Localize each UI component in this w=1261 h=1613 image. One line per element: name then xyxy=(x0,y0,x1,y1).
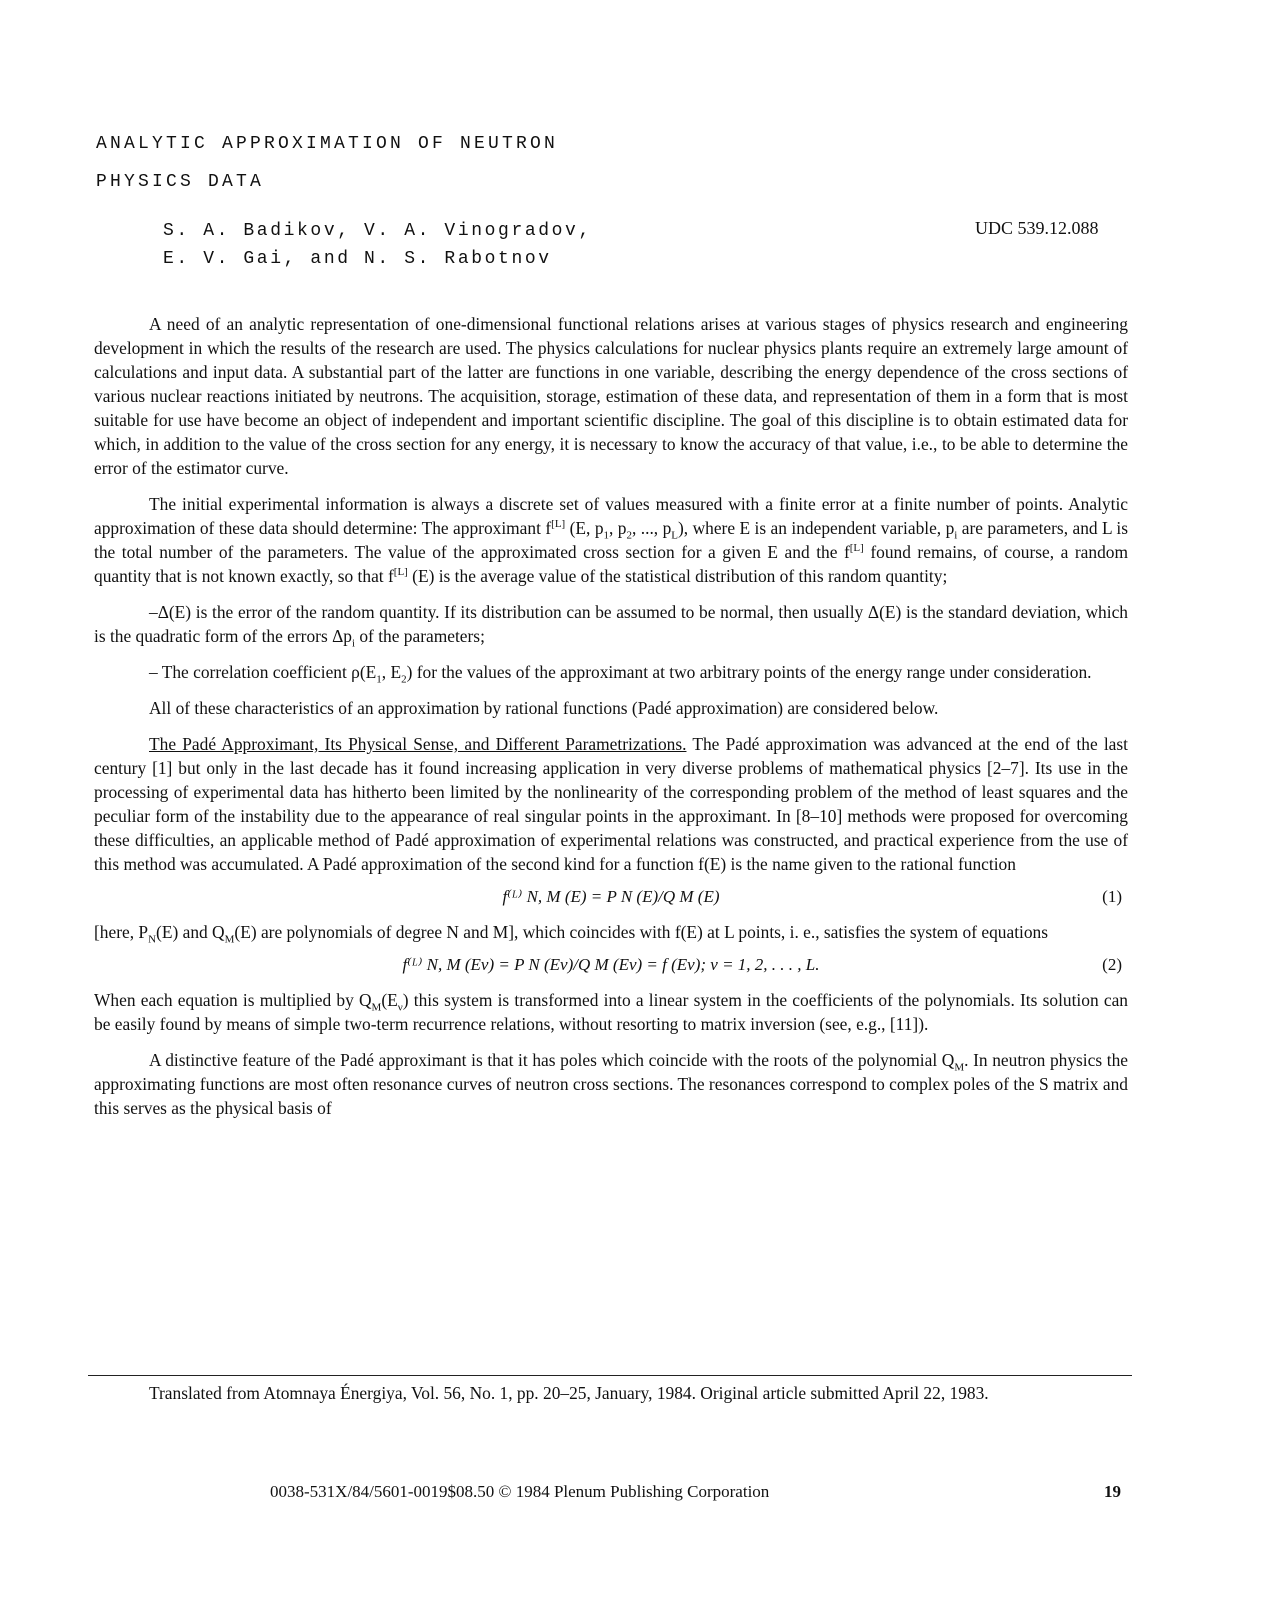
equation-1 xyxy=(94,882,1128,912)
footnote-divider xyxy=(88,1375,1132,1376)
author-list xyxy=(163,217,592,273)
article-title-line-2: PHYSICS DATA xyxy=(96,172,265,192)
paragraph-1: A need of an analytic representation of one-dimensional functional relations arises at various stages of physics research and engineering development in which the results of the research are used. The physics calculations for nuclear physics plants require an extremely large amount of calculations and input data. A substantial part of the latter are functions in one variable, describing the energy dependence of the cross sections of various nuclear reactions initiated by neutrons. The acquisition, storage, estimation of these data, and representation of them in a form that is most suitable for use have become an object of independent and important scientific discipline. The goal of this discipline is to obtain estimated data for which, in addition to the value of the cross section for any energy, it is necessary to know the accuracy of that value, i.e., to be able to determine the error of the estimator curve. xyxy=(94,314,1128,478)
paragraph-8: When each equation is multiplied by $Q_M(E_\nu)$ this system is transformed into a linear system in the coefficients of the polynomials. Its solution can be easily found by means of simple two-term recurrence relations, without resorting to matrix inversion (see, e.g., [11]). xyxy=(94,990,1128,1034)
paragraph-6: The Padé Approximant, Its Physical Sense, and Different Parametrizations. The Padé approximation was advanced at the end of the last century [1] but only in the last decade has it found increasing application in very diverse problems of mathematical physics [2–7]. Its use in the processing of experimental data has hitherto been limited by the nonlinearity of the corresponding problem of the method of least squares and the peculiar form of the instability due to the appearance of real singular points in the approximant. In [8–10] methods were proposed for overcoming these difficulties, an applicable method of Padé approximation of experimental relations was constructed, and practical experience from the use of this method was accumulated. A Padé approximation of the second kind for a function f(E) is the name given to the rational function xyxy=(94,734,1128,874)
article-body xyxy=(94,312,1128,1132)
equation-2-number: (2) xyxy=(1102,955,1122,974)
paragraph-2: The initial experimental information is always a discrete set of values measured with a finite error at a finite number of points. Analytic approximation of these data should determine: The approximant f[L] (E, $p_1$, $p_2$, ..., $p_L$), where E is an independent variable, $p_i$ are parameters, and L is the total number of the parameters. The value of the approximated cross section for a given E and the f[L] found remains, of course, a random quantity that is not known exactly, so that f[L] (E) is the average value of the statistical distribution of this random quantity; xyxy=(94,494,1129,586)
translation-footnote: Translated from Atomnaya Énergiya, Vol. 56, No. 1, pp. 20–25, January, 1984. Original article submitted April 22, 1983. xyxy=(149,1383,989,1403)
copyright-line: 0038-531X/84/5601-0019$08.50 © 1984 Plenum Publishing Corporation xyxy=(270,1482,770,1501)
equation-1-number: (1) xyxy=(1102,887,1122,906)
article-title-line-1: ANALYTIC APPROXIMATION OF NEUTRON xyxy=(96,134,559,154)
equation-2-expression: f⁽ᴸ⁾ N, M (Eν) = P N (Eν)/Q M (Eν) = f (Eν); ν = 1, 2, . . . , L. xyxy=(402,955,820,974)
page-number: 19 xyxy=(1104,1482,1121,1501)
paragraph-5: All of these characteristics of an approximation by rational functions (Padé approximation) are considered below. xyxy=(149,698,939,718)
paragraph-3: –Δ(E) is the error of the random quantity. If its distribution can be assumed to be normal, then usually Δ(E) is the standard deviation, which is the quadratic form of the errors $\Delta p_i$ of the parameters; xyxy=(94,602,1128,650)
paragraph-9: A distinctive feature of the Padé approximant is that it has poles which coincide with the roots of the polynomial $Q_M$. In neutron physics the approximating functions are most often resonance curves of neutron cross sections. The resonances correspond to complex poles of the S matrix and this serves as the physical basis of xyxy=(94,1050,1128,1118)
paragraph-7: [here, $P_N(E)$ and $Q_M(E)$ are polynomials of degree N and M], which coincides with f(E) at L points, i. e., satisfies the system of equations xyxy=(94,922,1049,946)
equation-2 xyxy=(94,950,1128,980)
udc-code: UDC 539.12.088 xyxy=(975,218,1099,238)
section-heading: The Padé Approximant, Its Physical Sense, and Different Parametrizations. xyxy=(149,734,687,754)
authors-line-1: S. A. Badikov, V. A. Vinogradov, xyxy=(163,221,592,241)
authors-line-2: E. V. Gai, and N. S. Rabotnov xyxy=(163,249,552,269)
paragraph-4: – The correlation coefficient $\rho(E_1$, $E_2$) for the values of the approximant at two arbitrary points of the energy range under consideration. xyxy=(149,662,1092,686)
equation-1-expression: f⁽ᴸ⁾ N, M (E) = P N (E)/Q M (E) xyxy=(502,887,720,906)
